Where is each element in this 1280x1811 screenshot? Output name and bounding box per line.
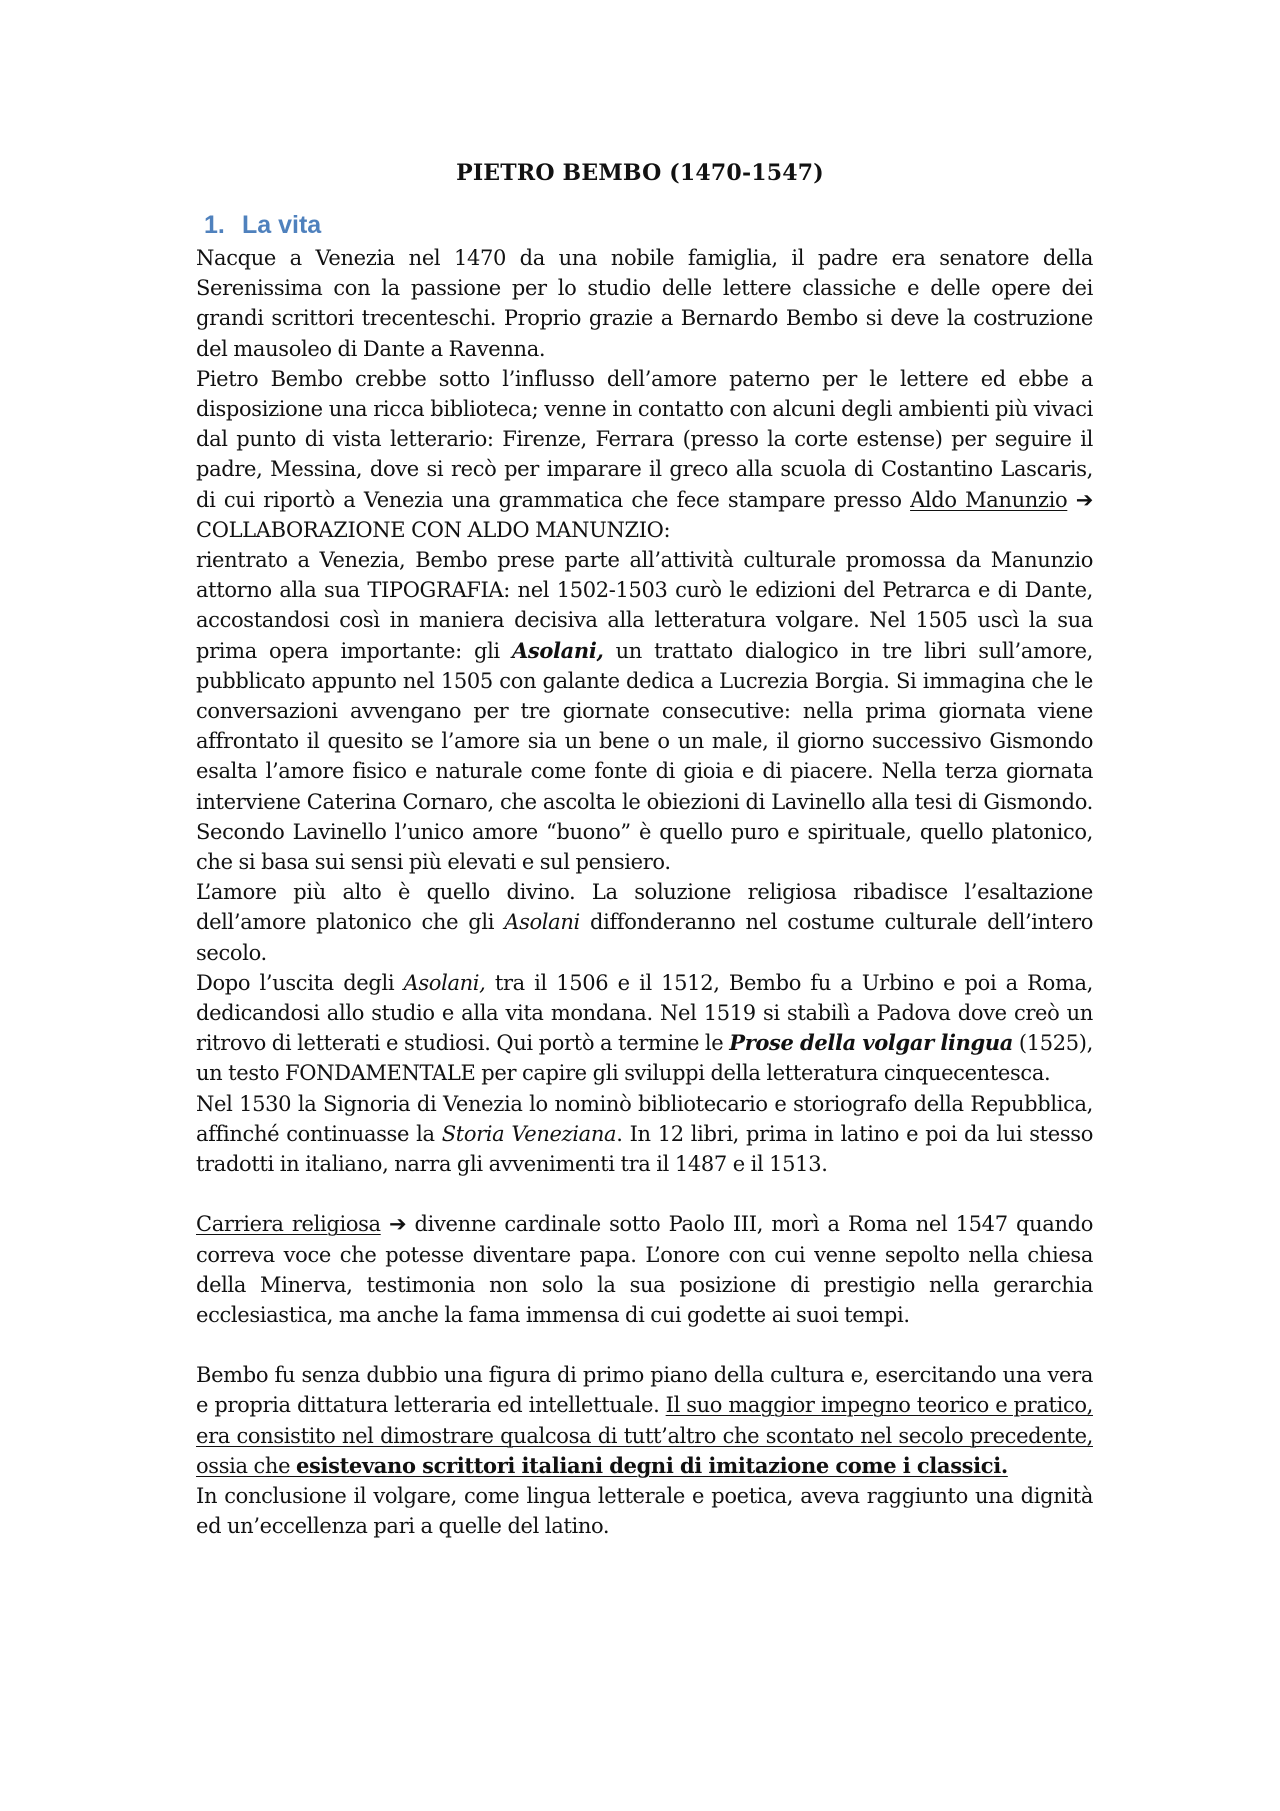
underlined-text: Il suo maggior impegno teorico e pratico, era consistito nel dimostrare qualcosa di tutt’altro che scontato nel secolo precedente, ossia che xyxy=(196,1393,1093,1478)
paragraph-divine-love-text: L’amore più alto è quello divino. La soluzione religiosa ribadisce l’esaltazione dell’amore platonico che gli xyxy=(196,880,1093,935)
paragraph-storia-rest: . In 12 libri, prima in latino e poi da lui stesso tradotti in italiano, narra gli avvenimenti tra il 1487 e il 1513. xyxy=(196,1121,1093,1177)
paragraph-asolani-rest: un trattato dialogico in tre libri sull’amore, pubblicato appunto nel 1505 con galante dedica a Lucrezia Borgia. Si immagina che le conversazioni avvengano per tre giornate consecutive: nella prima giornata viene affrontato il quesito se l’amore sia un bene o un male, il giorno successivo Gismondo esalta l’amore fisico e naturale come fonte di gioia e di piacere. Nella terza giornata interviene Caterina Cornaro, che ascolta le obiezioni di Lavinello alla tesi di Gismondo. Secondo Lavinello l’unico amore “buono” è quello puro e spirituale, quello platonico, che si basa sui sensi più elevati e sul pensiero. xyxy=(196,638,1093,875)
section-label: La vita xyxy=(242,211,322,239)
paragraph-significance-text: Bembo fu senza dubbio una figura di primo piano della cultura e, esercitando una vera e propria dittatura letteraria ed intellettuale. xyxy=(196,1363,1093,1418)
document-body xyxy=(196,243,1093,1541)
paragraph-youth xyxy=(196,364,1093,545)
paragraph-urbino-rest: (1525), un testo FONDAMENTALE per capire gli sviluppi della letteratura cinquecentesca. xyxy=(196,1031,1093,1086)
paragraph-birth: Nacque a Venezia nel 1470 da una nobile famiglia, il padre era senatore della Serenissima con la passione per lo studio delle lettere classiche e delle opere dei grandi scrittori trecenteschi. Proprio grazie a Bernardo Bembo si deve la costruzione del mausoleo di Dante a Ravenna. xyxy=(196,246,1093,361)
paragraph-urbino-text: Dopo l’uscita degli xyxy=(196,970,404,995)
paragraph-urbino-padova xyxy=(196,968,1093,1089)
paragraph-storia xyxy=(196,1089,1093,1180)
paragraph-conclusion: In conclusione il volgare, come lingua letterale e poetica, aveva raggiunto una dignità ed un’eccellenza pari a quelle del latino. xyxy=(196,1483,1093,1539)
section-number: 1. xyxy=(204,211,225,239)
collaboration-label: COLLABORAZIONE CON ALDO MANUNZIO: xyxy=(196,517,671,542)
bold-statement: esistevano scrittori italiani degni di imitazione come i classici. xyxy=(296,1452,1008,1478)
arrow-right-icon: ➔ xyxy=(1075,487,1093,512)
paragraph-career xyxy=(196,1209,1093,1330)
storia-veneziana-title: Storia Veneziana xyxy=(441,1121,617,1146)
paragraph-storia-text: Nel 1530 la Signoria di Venezia lo nominò bibliotecario e storiografo della Repubblica, affinché continuasse la xyxy=(196,1091,1093,1146)
asolani-italic-2: Asolani, xyxy=(403,970,486,995)
section-heading xyxy=(204,211,321,240)
asolani-italic: Asolani xyxy=(504,910,580,935)
paragraph-asolani xyxy=(196,545,1093,877)
paragraph-significance xyxy=(196,1360,1093,1481)
career-label: Carriera religiosa xyxy=(196,1212,381,1237)
paragraph-divine-love xyxy=(196,877,1093,968)
paragraph-asolani-text: rientrato a Venezia, Bembo prese parte all’attività culturale promossa da Manunzio attorno alla sua TIPOGRAFIA: nel 1502-1503 curò le edizioni del Petrarca e di Dante, accostandosi così in maniera decisiva alla letteratura volgare. Nel 1505 uscì la sua prima opera importante: gli xyxy=(196,548,1093,663)
asolani-title: Asolani, xyxy=(511,637,604,663)
aldo-manunzio-link: Aldo Manunzio xyxy=(910,487,1068,512)
paragraph-career-text: divenne cardinale sotto Paolo III, morì a Roma nel 1547 quando correva voce che potesse diventare papa. L’onore con cui venne sepolto nella chiesa della Minerva, testimonia non solo la sua posizione di prestigio nella gerarchia ecclesiastica, ma anche la fama immensa di cui godette ai suoi tempi. xyxy=(196,1212,1093,1327)
document-title: PIETRO BEMBO (1470-1547) xyxy=(456,160,824,186)
paragraph-youth-text: Pietro Bembo crebbe sotto l’influsso dell’amore paterno per le lettere ed ebbe a disposizione una ricca biblioteca; venne in contatto con alcuni degli ambienti più vivaci dal punto di vista letterario: Firenze, Ferrara (presso la corte estense) per seguire il padre, Messina, dove si recò per imparare il greco alla scuola di Costantino Lascaris, di cui riportò a Venezia una grammatica che fece stampare presso xyxy=(196,366,1093,512)
arrow-right-icon-2: ➔ xyxy=(389,1212,407,1237)
paragraph-divine-love-rest: diffonderanno nel costume culturale dell’intero secolo. xyxy=(196,910,1093,965)
prose-title: Prose della volgar lingua xyxy=(729,1030,1014,1056)
paragraph-urbino-middle: tra il 1506 e il 1512, Bembo fu a Urbino e poi a Roma, dedicandosi allo studio e alla vita mondana. Nel 1519 si stabilì a Padova dove creò un ritrovo di letterati e studiosi. Qui portò a termine le xyxy=(196,970,1093,1056)
